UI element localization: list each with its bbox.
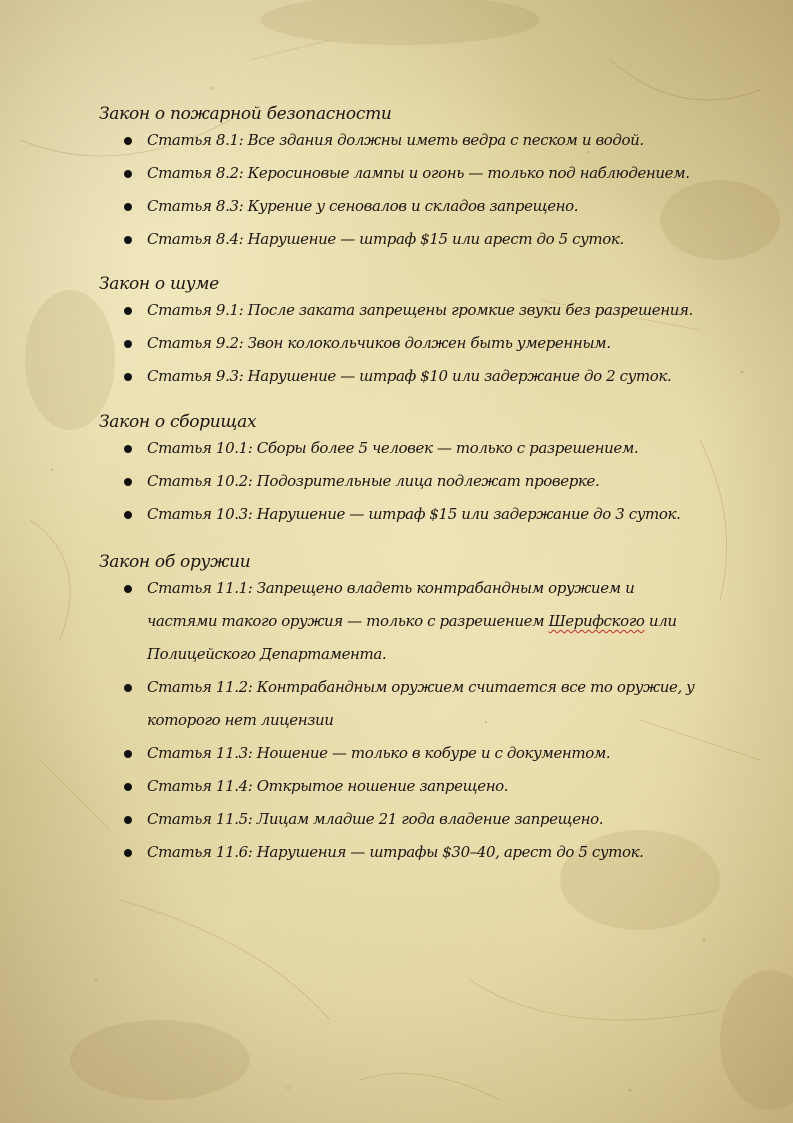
list-item [99, 770, 739, 803]
bullet-icon [124, 684, 132, 692]
article-text: Статья 10.1: Сборы более 5 человек — только с разрешением. [147, 439, 639, 457]
bullet-icon [124, 783, 132, 791]
article-text: Статья 11.4: Открытое ношение запрещено. [147, 777, 509, 795]
article-text: Статья 9.3: Нарушение — штраф $10 или задержание до 2 суток. [147, 367, 672, 385]
bullet-icon [124, 236, 132, 244]
bullet-icon [124, 750, 132, 758]
article-text: Статья 8.2: Керосиновые лампы и огонь — только под наблюдением. [147, 164, 690, 182]
list-item [99, 572, 707, 671]
list-item [99, 124, 739, 157]
noise-articles [99, 294, 739, 393]
bullet-icon [124, 137, 132, 145]
article-text: Статья 11.6: Нарушения — штрафы $30–40, арест до 5 суток. [147, 843, 644, 861]
bullet-icon [124, 340, 132, 348]
weapons-articles [99, 572, 739, 869]
list-item [99, 498, 739, 531]
article-text-part: Статья 11.1: Запрещено владеть контрабандным оружием и частями такого оружия — только с разрешением [147, 579, 635, 630]
bullet-icon [124, 170, 132, 178]
article-text-part: или Полицейского Департамента. [147, 612, 677, 663]
section-title-fire-safety: Закон о пожарной безопасности [99, 104, 392, 124]
list-item [99, 432, 739, 465]
article-text: Статья 9.2: Звон колокольчиков должен быть умеренным. [147, 334, 611, 352]
list-item [99, 803, 739, 836]
spellcheck-flagged-word: Шерифского [548, 612, 645, 630]
section-title-gatherings: Закон о сборищах [99, 412, 257, 432]
list-item [99, 360, 739, 393]
bullet-icon [124, 203, 132, 211]
list-item [99, 836, 739, 869]
bullet-icon [124, 585, 132, 593]
bullet-icon [124, 445, 132, 453]
bullet-icon [124, 511, 132, 519]
article-text: Статья 11.5: Лицам младше 21 года владение запрещено. [147, 810, 604, 828]
section-title-noise: Закон о шуме [99, 274, 219, 294]
article-text: Статья 9.1: После заката запрещены громкие звуки без разрешения. [147, 301, 693, 319]
article-text: Статья 11.3: Ношение — только в кобуре и с документом. [147, 744, 611, 762]
list-item [99, 294, 707, 327]
article-text: Статья 10.2: Подозрительные лица подлежат проверке. [147, 472, 600, 490]
article-text: Статья 11.2: Контрабандным оружием считается все то оружие, у которого нет лицензии [147, 678, 695, 729]
article-text: Статья 8.4: Нарушение — штраф $15 или арест до 5 суток. [147, 230, 624, 248]
bullet-icon [124, 307, 132, 315]
list-item [99, 223, 739, 256]
list-item [99, 327, 739, 360]
bullet-icon [124, 849, 132, 857]
article-text: Статья 10.3: Нарушение — штраф $15 или задержание до 3 суток. [147, 505, 681, 523]
gatherings-articles [99, 432, 739, 531]
list-item [99, 157, 739, 190]
section-title-weapons: Закон об оружии [99, 552, 251, 572]
list-item [99, 671, 707, 737]
bullet-icon [124, 478, 132, 486]
article-text: Статья 8.1: Все здания должны иметь ведра с песком и водой. [147, 131, 644, 149]
list-item [99, 190, 739, 223]
laws-document [99, 96, 739, 869]
list-item [99, 737, 739, 770]
bullet-icon [124, 373, 132, 381]
list-item [99, 465, 739, 498]
fire-safety-articles [99, 124, 739, 256]
article-text: Статья 8.3: Курение у сеновалов и складов запрещено. [147, 197, 579, 215]
bullet-icon [124, 816, 132, 824]
